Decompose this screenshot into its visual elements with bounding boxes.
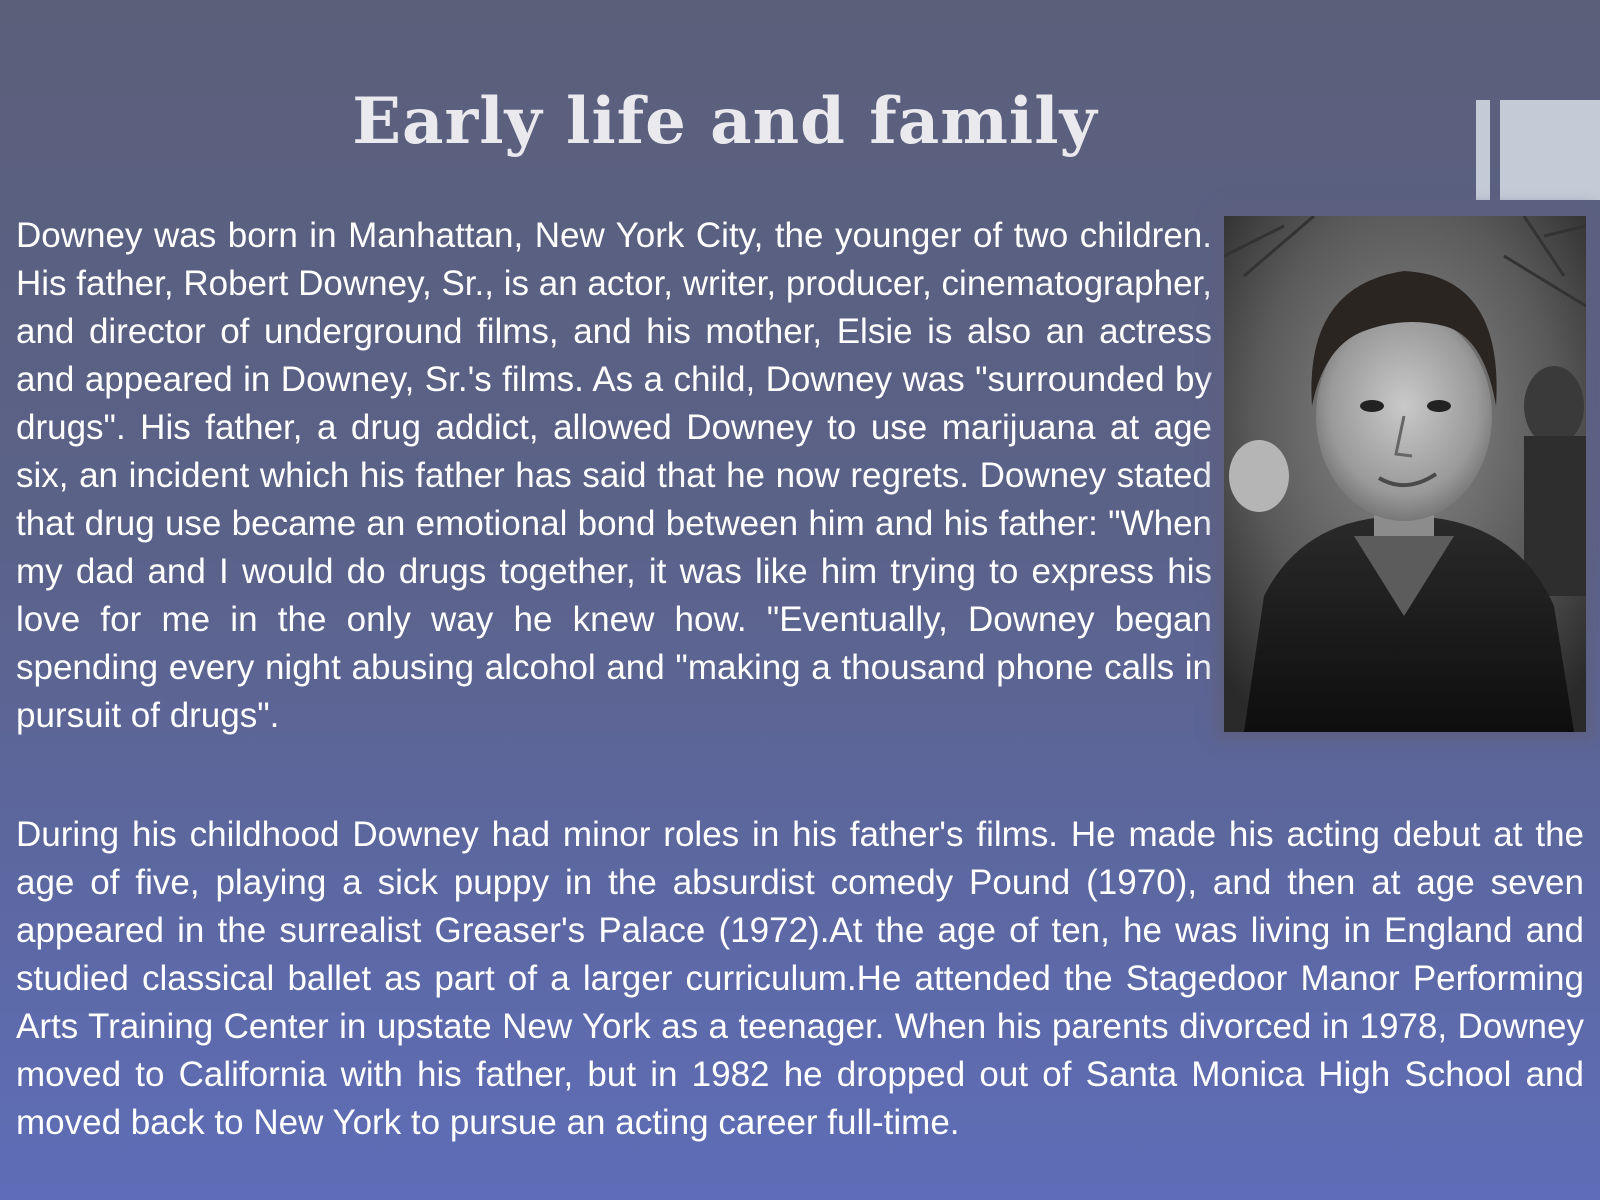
slide-title: Early life and family <box>352 84 1098 159</box>
accent-bar-block <box>1500 100 1600 200</box>
child-portrait-photo <box>1224 216 1586 732</box>
body-paragraph-1: Downey was born in Manhattan, New York City, the younger of two children. His father, Robert Downey, Sr., is an actor, writer, producer, cinematographer, and director of underground films, and his mother, Elsie is also an actress and appeared in Downey, Sr.'s films. As a child, Downey was "surrounded by drugs". His father, a drug addict, allowed Downey to use marijuana at age six, an incident which his father has said that he now regrets. Downey stated that drug use became an emotional bond between him and his father: "When my dad and I would do drugs together, it was like him trying to express his love for me in the only way he knew how. "Eventually, Downey began spending every night abusing alcohol and "making a thousand phone calls in pursuit of drugs". <box>16 216 1212 735</box>
body-paragraph-2: During his childhood Downey had minor roles in his father's films. He made his acting debut at the age of five, playing a sick puppy in the absurdist comedy Pound (1970), and then at age seven appeared in the surrealist Greaser's Palace (1972).At the age of ten, he was living in England and studied classical ballet as part of a larger curriculum.He attended the Stagedoor Manor Performing Arts Training Center in upstate New York as a teenager. When his parents divorced in 1978, Downey moved to California with his father, but in 1982 he dropped out of Santa Monica High School and moved back to New York to pursue an acting career full-time. <box>16 815 1584 1142</box>
accent-bar-thin <box>1476 100 1490 200</box>
